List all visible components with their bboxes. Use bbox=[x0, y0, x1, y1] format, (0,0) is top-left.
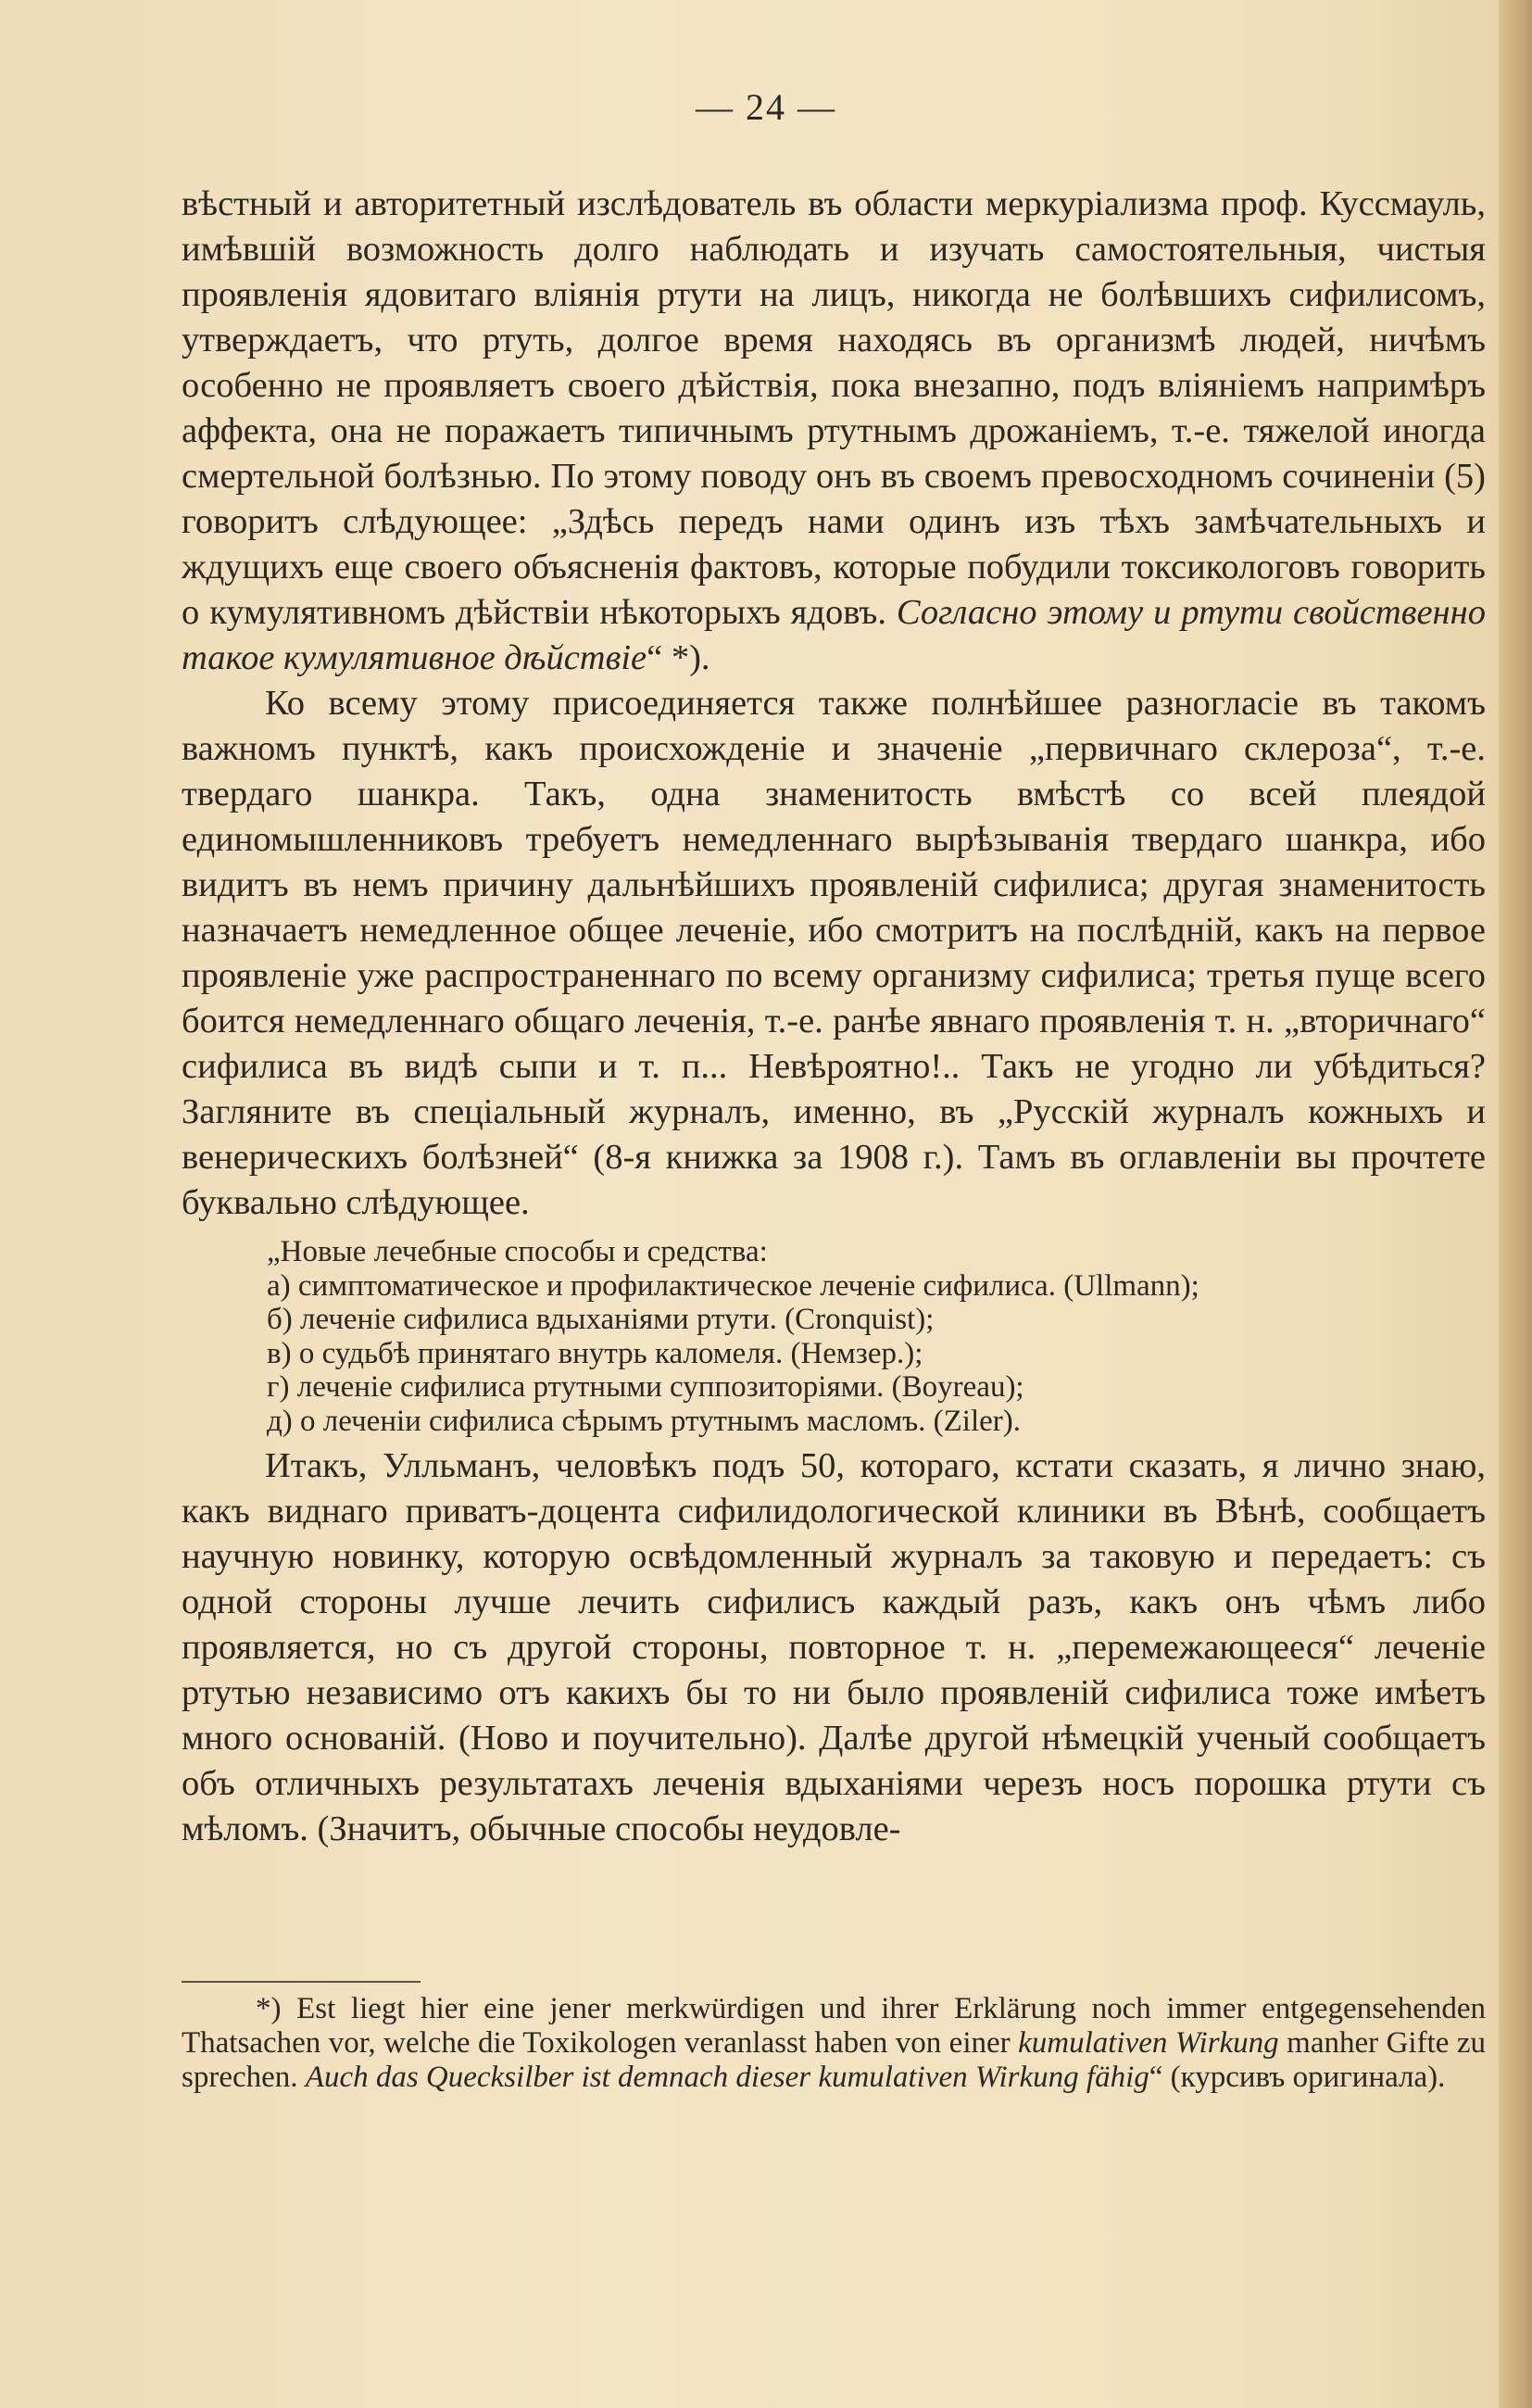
footnote-italic-2: Auch das Quecksilber ist demnach dieser kumulativen Wirkung fähig bbox=[305, 2061, 1149, 2094]
footnote-tail: “ (курсивъ оригинала). bbox=[1149, 2061, 1446, 2094]
main-text bbox=[182, 182, 1486, 1852]
footnote bbox=[182, 1992, 1486, 2095]
list-item: д) о леченіи сифилиса сѣрымъ ртутнымъ масломъ. (Ziler). bbox=[267, 1404, 1022, 1438]
journal-contents-list bbox=[267, 1235, 1486, 1438]
paragraph-1-italic-quote: Согласно этому и ртути свойственно такое кумулятивное дѣйствіе bbox=[182, 593, 1486, 677]
page-edge bbox=[1499, 0, 1532, 2408]
list-item: б) леченіе сифилиса вдыханіями ртути. (Cronquist); bbox=[267, 1303, 935, 1336]
paragraph-1-text: вѣстный и авторитетный изслѣдователь въ области меркуріализма проф. Куссмауль, имѣвшій возможность долго наблюдать и изучать самостоятельныя, чистыя проявленія ядовитаго вліянія ртути на лицъ, никогда не болѣвшихъ сифилисомъ, утверждаетъ, что ртуть, долгое время находясь въ организмѣ людей, ничѣмъ особенно не проявляетъ своего дѣйствія, пока внезапно, подъ вліяніемъ напримѣръ аффекта, она не поражаетъ типичнымъ ртутнымъ дрожаніемъ, т.-е. тяжелой иногда смертельной болѣзнью. По этому поводу онъ въ своемъ превосходномъ сочиненіи (5) говоритъ слѣдующее: „Здѣсь передъ нами одинъ изъ тѣхъ замѣчательныхъ и ждущихъ еще своего объясненія фактовъ, которые побудили токсикологовъ говорить о кумулятивномъ дѣйствіи нѣкоторыхъ ядовъ. bbox=[182, 184, 1486, 632]
paragraph-2 bbox=[182, 681, 1486, 1226]
list-heading: „Новые лечебные способы и средства: bbox=[267, 1235, 768, 1268]
list-item: в) о судьбѣ принятаго внутрь каломеля. (Немзер.); bbox=[267, 1336, 923, 1370]
paragraph-1 bbox=[182, 182, 1486, 681]
footnote-divider bbox=[182, 1981, 421, 1983]
paragraph-1-tail: “ *). bbox=[647, 638, 710, 677]
paragraph-2-text: Ко всему этому присоединяется также полнѣйшее разногласіе въ такомъ важномъ пунктѣ, какъ происхожденіе и значеніе „первичнаго склероза“, т.-е. твердаго шанкра. Такъ, одна знаменитость вмѣстѣ со всей плеядой единомышленниковъ требуетъ немедленнаго вырѣзыванія твердаго шанкра, ибо видитъ въ немъ причину дальнѣйшихъ проявленій сифилиса; другая знаменитость назначаетъ немедленное общее леченіе, ибо смотритъ на послѣдній, какъ на первое проявленіе уже распространеннаго по всему организму сифилиса; третья пуще всего боится немедленнаго общаго леченія, т.-е. ранѣе явнаго проявленія т. н. „вторичнаго“ сифилиса въ видѣ сыпи и т. п... Невѣроятно!.. Такъ не угодно ли убѣдиться? Загляните въ спеціальный журналъ, именно, въ „Русскій журналъ кожныхъ и венерическихъ болѣзней“ (8-я книжка за 1908 г.). Тамъ въ оглавленіи вы прочтете буквально слѣдующее. bbox=[182, 684, 1486, 1222]
list-item: г) леченіе сифилиса ртутными суппозиторіями. (Boyreau); bbox=[267, 1370, 1024, 1404]
paragraph-3: Итакъ, Улльманъ, человѣкъ подъ 50, котораго, кстати сказать, я лично знаю, какъ виднаго приватъ-доцента сифилидологической клиники въ Вѣнѣ, сообщаетъ научную новинку, которую освѣдомленный журналъ за таковую и передаетъ: съ одной стороны лучше лечить сифилисъ каждый разъ, какъ онъ чѣмъ либо проявляется, но съ другой стороны, повторное т. н. „перемежающееся“ леченіе ртутью независимо отъ какихъ бы то ни было проявленій сифилиса тоже имѣетъ много основаній. (Ново и поучительно). Далѣе другой нѣмецкій ученый сообщаетъ объ отличныхъ результатахъ леченія вдыханіями черезъ носъ порошка ртути съ мѣломъ. (Значитъ, обычные способы неудовле- bbox=[182, 1446, 1486, 1848]
footnote-text: *) Est liegt hier eine jener merkwürdigen und ihrer Erklärung noch immer entgegensehenden Thatsachen vor, welche die Toxikologen veranlasst haben von einer bbox=[182, 1992, 1486, 2060]
list-item: а) симптоматическое и профилактическое леченіе сифилиса. (Ullmann); bbox=[267, 1268, 1199, 1303]
page-number: — 24 — bbox=[696, 86, 836, 128]
footnote-text-2: manher Gifte zu sprechen. bbox=[182, 2026, 1487, 2094]
footnote-italic-1: kumulativen Wirkung bbox=[1018, 2026, 1279, 2060]
